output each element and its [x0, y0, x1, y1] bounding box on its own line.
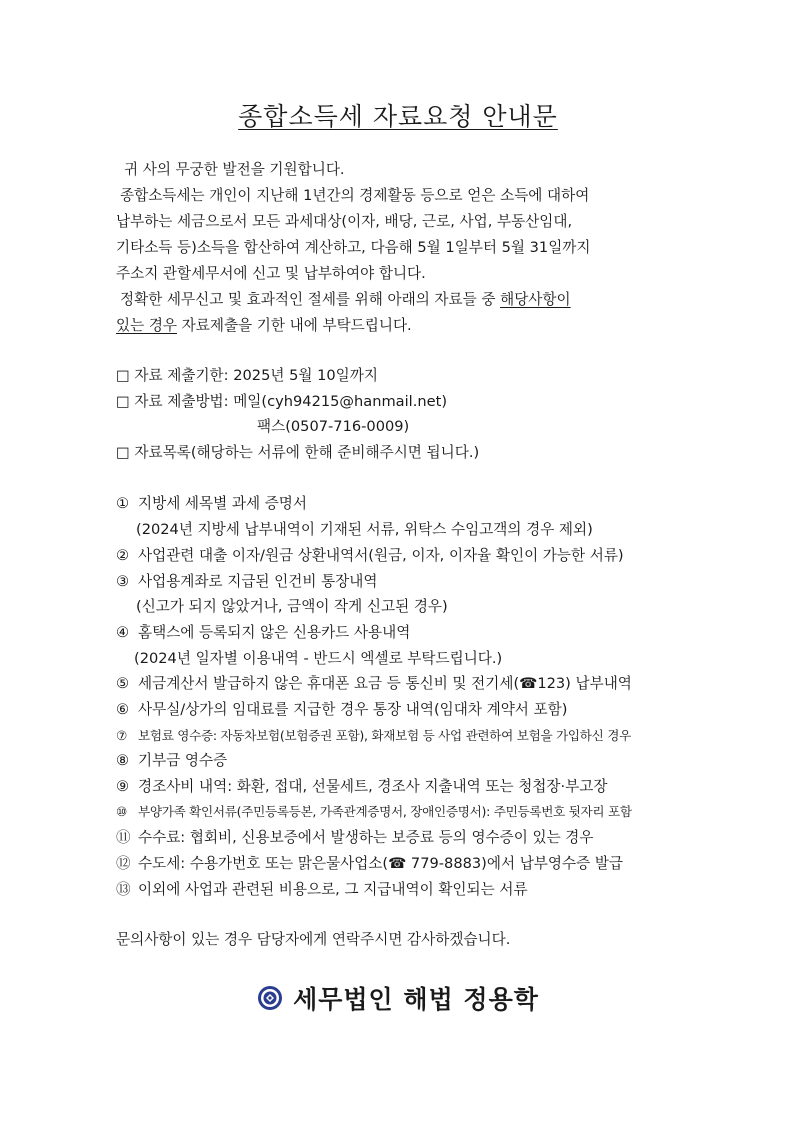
item-text: 경조사비 내역: 화환, 접대, 선물세트, 경조사 지출내역 또는 청첩장·부고장 — [138, 778, 608, 795]
intro-line-6-text: 정확한 세무신고 및 효과적인 절세를 위해 아래의 자료들 중 — [120, 291, 501, 308]
item-text: 수수료: 협회비, 신용보증에서 발생하는 보증료 등의 영수증이 있는 경우 — [138, 829, 594, 846]
list-item-1-note: (2024년 지방세 납부내역이 기재된 서류, 위탁스 수임고객의 경우 제외) — [136, 521, 593, 538]
intro-line-7-underlined: 있는 경우 — [116, 317, 178, 334]
item-text: 사무실/상가의 임대료를 지급한 경우 통장 내역(임대차 계약서 포함) — [138, 701, 568, 718]
intro-line-4: 기타소득 등)소득을 합산하여 계산하고, 다음해 5월 1일부터 5월 31일까지 — [116, 239, 591, 256]
item-number: ⑩ — [116, 804, 127, 819]
item-number: ⑨ — [116, 778, 130, 795]
submission-method: □ 자료 제출방법: 메일(cyh94215@hanmail.net) — [116, 393, 448, 410]
item-text: 사업관련 대출 이자/원금 상환내역서(원금, 이자, 이자율 확인이 가능한 서류) — [138, 547, 624, 564]
list-item-8 — [116, 751, 227, 771]
list-item-1 — [116, 494, 307, 514]
list-item-4-note: (2024년 일자별 이용내역 - 반드시 엑셀로 부탁드립니다.) — [134, 650, 503, 667]
item-text: 지방세 세목별 과세 증명서 — [138, 495, 307, 512]
list-item-11 — [116, 828, 594, 848]
item-number: ② — [116, 547, 130, 564]
list-item-9 — [116, 777, 607, 797]
item-number: ③ — [116, 573, 130, 590]
item-number: ⑦ — [116, 728, 127, 743]
list-item-7 — [116, 726, 631, 746]
intro-line-5: 주소지 관할세무서에 신고 및 납부하여야 합니다. — [116, 265, 426, 282]
title-text: 종합소득세 자료요청 안내문 — [238, 102, 558, 131]
list-item-4 — [116, 623, 410, 643]
item-number: ④ — [116, 624, 130, 641]
item-number: ⑥ — [116, 701, 130, 718]
item-text: 기부금 영수증 — [138, 752, 228, 769]
intro-line-6 — [120, 290, 571, 310]
tax-office-seal-icon — [257, 985, 283, 1017]
submission-deadline: □ 자료 제출기한: 2025년 5월 10일까지 — [116, 367, 378, 384]
signature-text: 세무법인 해법 정용학 — [293, 985, 539, 1014]
closing-note: 문의사항이 있는 경우 담당자에게 연락주시면 감사하겠습니다. — [116, 931, 511, 948]
list-item-13 — [116, 880, 528, 900]
list-item-3-note: (신고가 되지 않았거나, 금액이 작게 신고된 경우) — [136, 598, 448, 615]
intro-line-1: 귀 사의 무궁한 발전을 기원합니다. — [124, 161, 345, 178]
intro-line-7 — [116, 316, 412, 336]
item-number: ① — [116, 495, 130, 512]
list-item-2 — [116, 546, 624, 566]
item-text: 홈택스에 등록되지 않은 신용카드 사용내역 — [138, 624, 411, 641]
item-number: ⑪ — [116, 829, 131, 846]
intro-line-2: 종합소득세는 개인이 지난해 1년간의 경제활동 등으로 얻은 소득에 대하여 — [120, 187, 590, 204]
item-text: 이외에 사업과 관련된 비용으로, 그 지급내역이 확인되는 서류 — [138, 881, 528, 898]
material-list-title: □ 자료목록(해당하는 서류에 한해 준비해주시면 됩니다.) — [116, 444, 480, 461]
item-text: 부양가족 확인서류(주민등록등본, 가족관계증명서, 장애인증명서): 주민등록번호 뒷자리 포함 — [138, 804, 632, 819]
signature-block — [0, 980, 796, 1017]
intro-line-6-underlined: 해당사항이 — [500, 291, 571, 308]
item-text: 세금계산서 발급하지 않은 휴대폰 요금 등 통신비 및 전기세(☎123) 납부내역 — [138, 675, 632, 692]
intro-line-7-text: 자료제출을 기한 내에 부탁드립니다. — [177, 317, 412, 334]
document-title — [0, 97, 796, 133]
item-number: ⑧ — [116, 752, 130, 769]
item-text: 수도세: 수용가번호 또는 맑은물사업소(☎ 779-8883)에서 납부영수증 발급 — [138, 855, 624, 872]
submission-fax: 팩스(0507-716-0009) — [257, 418, 410, 435]
intro-line-3: 납부하는 세금으로서 모든 과세대상(이자, 배당, 근로, 사업, 부동산임대, — [116, 213, 573, 230]
list-item-5 — [116, 674, 632, 694]
item-number: ⑫ — [116, 855, 131, 872]
list-item-6 — [116, 700, 567, 720]
item-number: ⑤ — [116, 675, 130, 692]
list-item-12 — [116, 854, 623, 874]
list-item-10 — [116, 802, 632, 822]
item-number: ⑬ — [116, 881, 131, 898]
list-item-3 — [116, 572, 377, 592]
item-text: 보험료 영수증: 자동차보험(보험증권 포함), 화재보험 등 사업 관련하여 보험을 가입하신 경우 — [138, 728, 631, 743]
item-text: 사업용계좌로 지급된 인건비 통장내역 — [138, 573, 378, 590]
